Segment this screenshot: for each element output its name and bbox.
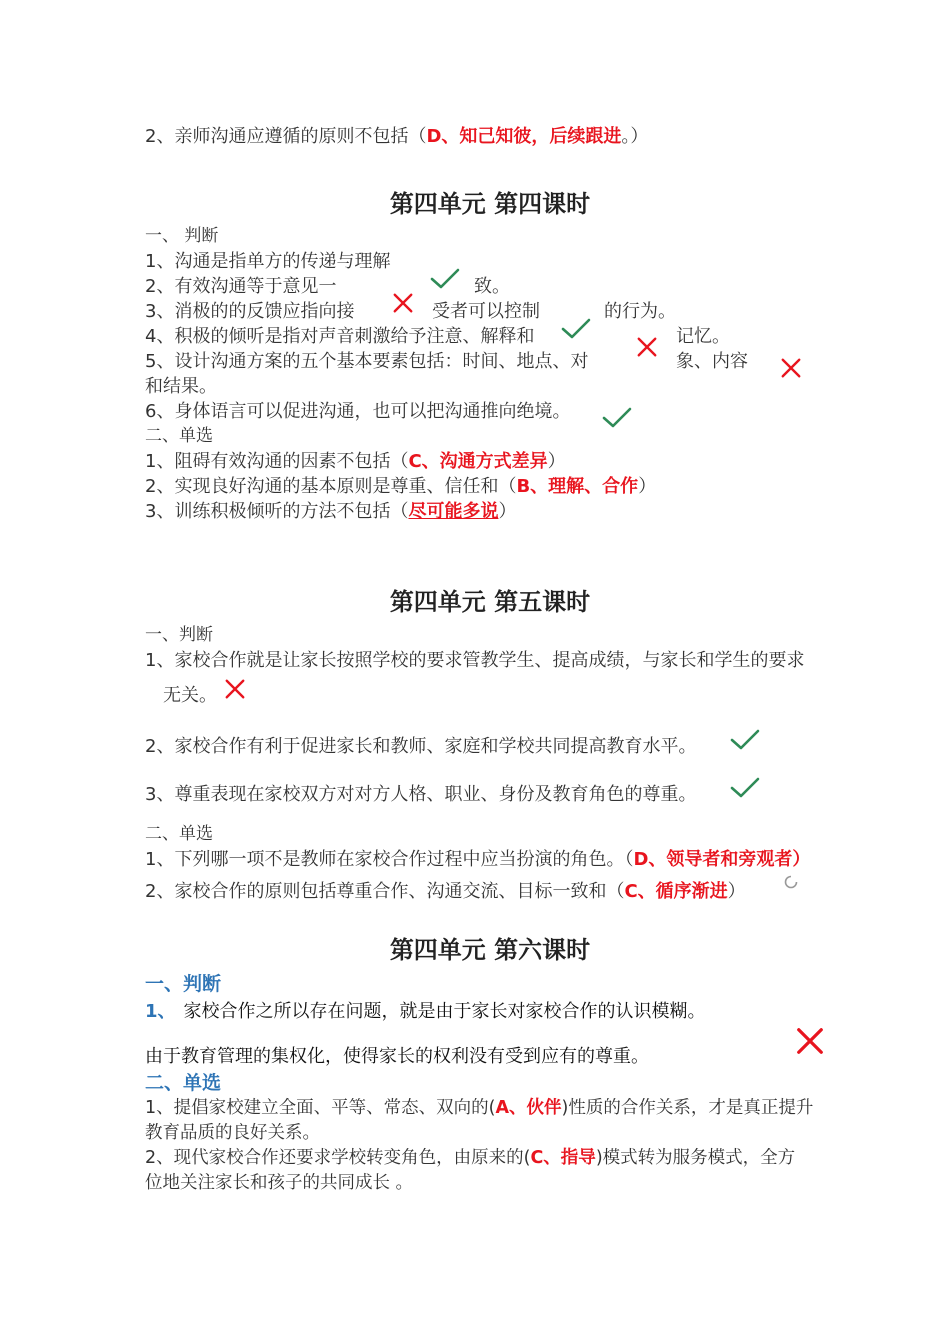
lesson5-judge-2: 2、家校合作有利于促进家长和教师、家庭和学校共同提高教育水平。 [145,736,697,757]
lesson4-judge-2a: 2、有效沟通等于意见一 [145,276,337,297]
lesson4-section-judge: 一、 判断 [145,226,219,246]
top-question-2: 2、亲师沟通应遵循的原则不包括（D、知己知彼，后续跟进。） [145,126,649,147]
lesson4-section-choice: 二、单选 [145,426,213,446]
check-icon [561,317,591,341]
lesson5-title: 第四单元 第五课时 [389,588,591,616]
lesson4-judge-4b: 记忆。 [676,326,730,347]
lesson4-judge-3c: 的行为。 [604,301,676,322]
cross-icon [795,1026,825,1056]
lesson5-section-judge: 一、判断 [145,625,213,645]
lesson5-choice-2: 2、家校合作的原则包括尊重合作、沟通交流、目标一致和（C、循序渐进） [145,881,746,902]
lesson6-choice-2b: 位地关注家长和孩子的共同成长 。 [145,1173,414,1193]
lesson5-choice-1: 1、下列哪一项不是教师在家校合作过程中应当扮演的角色。（D、领导者和旁观者） [145,849,811,870]
cross-icon [224,678,246,700]
lesson5-section-choice: 二、单选 [145,824,213,844]
lesson4-judge-3b: 受者可以控制 [432,301,540,322]
cross-icon [636,336,658,358]
check-icon [730,728,760,752]
lesson6-choice-1b: 教育品质的良好关系。 [145,1123,320,1143]
lesson4-choice-2: 2、实现良好沟通的基本原则是尊重、信任和（B、理解、合作） [145,476,657,497]
lesson4-choice-1: 1、阻碍有效沟通的因素不包括（C、沟通方式差异） [145,451,566,472]
lesson4-judge-4a: 4、积极的倾听是指对声音刺激给予注意、解释和 [145,326,535,347]
lesson5-judge-1a: 1、家校合作就是让家长按照学校的要求管教学生、提高成绩，与家长和学生的要求 [145,650,805,671]
lesson6-judge-1: 1、 家校合作之所以存在问题，就是由于家长对家校合作的认识模糊。 [145,1001,706,1022]
lesson5-judge-3: 3、尊重表现在家校双方对对方人格、职业、身份及教育角色的尊重。 [145,784,697,805]
lesson4-judge-5c: 和结果。 [145,376,217,397]
cross-icon [780,357,802,379]
lesson4-judge-3a: 3、消极的的反馈应指向接 [145,301,355,322]
lesson4-judge-2b: 致。 [474,276,510,297]
lesson6-section-judge: 一、判断 [145,973,222,995]
lesson4-choice-3: 3、训练积极倾听的方法不包括（尽可能多说） [145,501,517,522]
lesson6-choice-1: 1、提倡家校建立全面、平等、常态、双向的(A、伙伴)性质的合作关系，才是真正提升 [145,1098,814,1118]
lesson4-judge-1: 1、沟通是指单方的传递与理解 [145,251,391,272]
check-icon [602,406,632,430]
lesson6-title: 第四单元 第六课时 [389,936,591,964]
loading-spinner-icon [784,875,798,889]
lesson4-title: 第四单元 第四课时 [389,190,591,218]
lesson6-choice-2: 2、现代家校合作还要求学校转变角色，由原来的(C、指导)模式转为服务模式，全方 [145,1148,796,1168]
lesson5-judge-1b: 无关。 [163,685,217,706]
lesson4-judge-5a: 5、设计沟通方案的五个基本要素包括：时间、地点、对 [145,351,589,372]
lesson4-judge-5b: 象、内容 [676,351,748,372]
check-icon [430,267,460,291]
lesson6-judge-1b: 由于教育管理的集权化，使得家长的权利没有受到应有的尊重。 [145,1046,649,1067]
check-icon [730,776,760,800]
lesson4-judge-6: 6、身体语言可以促进沟通，也可以把沟通推向绝境。 [145,401,571,422]
lesson6-section-choice: 二、单选 [145,1072,222,1094]
cross-icon [392,292,414,314]
